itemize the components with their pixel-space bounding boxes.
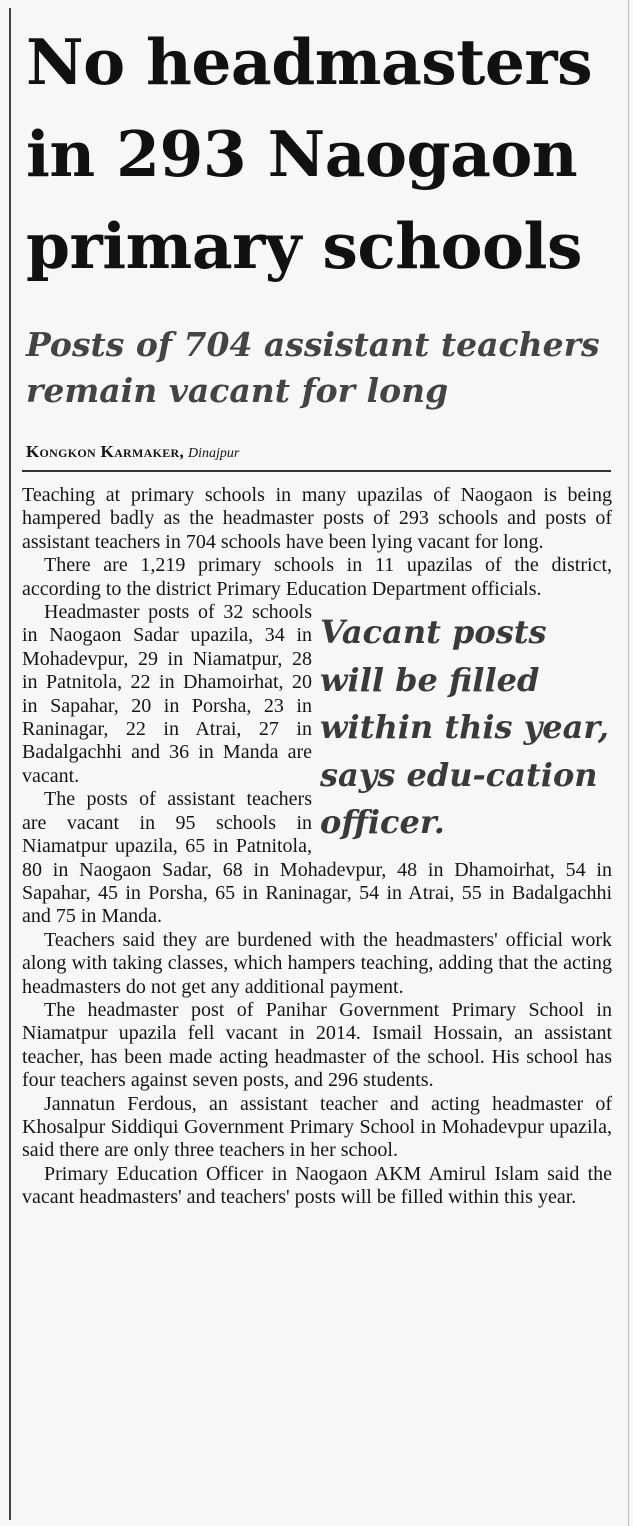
article-paragraph: Teachers said they are burdened with the headmasters' official work along with taking classes, which hampers teaching, adding that the acting headmasters do not get any additional payment. [22,928,612,998]
article-paragraph: The headmaster post of Panihar Government Primary School in Niamatpur upazila fell vacant in 2014. Ismail Hossain, an assistant teacher, has been made acting headmaster of the school. His school has four teachers against seven posts, and 296 students. [22,998,612,1092]
article-body [22,484,612,1210]
headline: No headmasters in 293 Naogaon primary schools [26,25,593,283]
column-rule-right [628,0,629,1526]
article-paragraph: Jannatun Ferdous, an assistant teacher and acting headmaster of Khosalpur Siddiqui Government Primary School in Mohadevpur upazila, said there are only three teachers in her school. [22,1092,612,1162]
article-paragraph: Headmaster posts of 32 schools in Naogaon Sadar upazila, 34 in Mohadevpur, 29 in Niamatpur, 28 in Patnitola, 22 in Dhamoirhat, 20 in Sapahar, 20 in Porsha, 23 in Raninagar, 22 in Atrai, 27 in Badalgachhi and 36 in Manda are vacant. [22,601,312,787]
subheadline: Posts of 704 assistant teachers remain vacant for long [26,325,600,410]
article-paragraph: The posts of assistant teachers are vacant in 95 schools in Niamatpur upazila, 65 in Patnitola, 80 in Naogaon Sadar, 68 in Mohadevpur, 48 in Dhamoirhat, 54 in Sapahar, 45 in Porsha, 65 in Raninagar, 54 in Atrai, 55 in Badalgachhi and 75 in Manda. [22,788,612,928]
byline-author: Kongkon Karmaker, [26,442,185,461]
column-rule-left [9,8,11,1520]
article-paragraph: Teaching at primary schools in many upazilas of Naogaon is being hampered badly as the headmaster posts of 293 schools and posts of assistant teachers in 704 schools have been lying vacant for long. [22,484,612,553]
byline-location: Dinajpur [188,446,240,461]
article-paragraph: Primary Education Officer in Naogaon AKM Amirul Islam said the vacant headmasters' and teachers' posts will be filled within this year. [22,1162,612,1209]
pull-quote: Vacant posts will be filled within this year, says edu-cation officer. [320,613,610,842]
byline-divider [22,470,611,472]
byline [26,442,616,464]
article-paragraph: There are 1,219 primary schools in 11 upazilas of the district, according to the district Primary Education Department officials. [22,554,612,600]
